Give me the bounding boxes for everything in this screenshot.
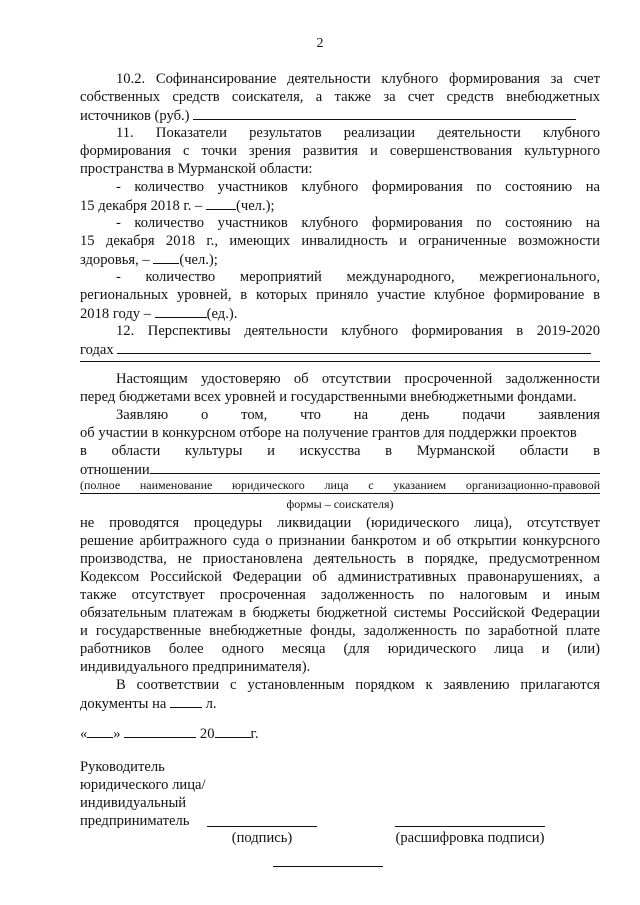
docs-line2-text: документы на bbox=[80, 696, 170, 712]
s11-b2-blank[interactable] bbox=[153, 250, 179, 264]
decl-p4: Кодексом Российской Федерации об административных правонарушениях, а bbox=[80, 569, 600, 585]
s11-b3-line2: региональных уровней, в которых приняло участие клубное формирование в bbox=[80, 287, 600, 303]
s12-blank[interactable] bbox=[117, 340, 591, 354]
decl-p9: индивидуального предпринимателя). bbox=[80, 659, 311, 675]
date-year-blank[interactable] bbox=[215, 724, 251, 738]
decl-line4-text: отношении bbox=[80, 462, 150, 478]
decl-line4 bbox=[80, 460, 600, 479]
s11-b2-line3-text: здоровья, – bbox=[80, 252, 154, 268]
s10-2-line2: собственных средств соискателя, а также за счет средств внебюджетных bbox=[80, 89, 600, 105]
s11-b2-line3 bbox=[80, 250, 600, 269]
decl-org-blank[interactable] bbox=[150, 460, 600, 474]
s10-2-line3 bbox=[80, 106, 600, 125]
footer-rule bbox=[273, 866, 383, 867]
decl-p3: производства, не приостановлена деятельность в порядке, предусмотренном bbox=[80, 551, 600, 567]
s12-blank-line2[interactable] bbox=[80, 361, 600, 362]
s11-b1-line2-text: 15 декабря 2018 г. – bbox=[80, 198, 206, 214]
signature-decode-line[interactable] bbox=[395, 826, 545, 827]
decl-p6: обязательным платежам в бюджеты бюджетной системы Российской Федерации bbox=[80, 605, 600, 621]
s10-2-line3-text: источников (руб.) bbox=[80, 108, 190, 124]
s11-b3-blank[interactable] bbox=[155, 304, 207, 318]
s11-b3-line3-text: 2018 году – bbox=[80, 306, 155, 322]
s11-b3-unit: (ед.). bbox=[206, 306, 238, 322]
date-open-quote: « bbox=[80, 726, 88, 742]
sig-title4: предприниматель bbox=[80, 813, 190, 829]
s10-2-line1: 10.2. Софинансирование деятельности клубного формирования за счет bbox=[116, 71, 600, 87]
date-year-prefix: 20 bbox=[199, 726, 215, 742]
signature-line[interactable] bbox=[207, 826, 317, 827]
decl-line1: Заявляю о том, что на день подачи заявления bbox=[116, 407, 600, 423]
s12-line1: 12. Перспективы деятельности клубного формирования в 2019-2020 bbox=[116, 323, 600, 339]
s11-b2-line2: 15 декабря 2018 г., имеющих инвалидность и ограниченные возможности bbox=[80, 233, 600, 249]
s11-b1-blank[interactable] bbox=[206, 196, 236, 210]
docs-line1: В соответствии с установленным порядком к заявлению прилагаются bbox=[116, 677, 600, 693]
date-day-blank[interactable] bbox=[87, 724, 113, 738]
date-line bbox=[80, 724, 600, 743]
decl-p1: не проводятся процедуры ликвидации (юридического лица), отсутствует bbox=[80, 515, 600, 531]
cert-line1: Настоящим удостоверяю об отсутствии просроченной задолженности bbox=[116, 371, 600, 387]
s12-line2-text: годах bbox=[80, 342, 114, 358]
s11-b1-line1: - количество участников клубного формирования по состоянию на bbox=[116, 179, 600, 195]
docs-line2 bbox=[80, 694, 600, 713]
s11-b2-unit: (чел.); bbox=[179, 252, 218, 268]
decl-p8: работников более одного месяца (для юридического лица и (или) bbox=[80, 641, 600, 657]
signature-caption: (подпись) bbox=[231, 830, 293, 846]
page-number: 2 bbox=[316, 36, 324, 51]
s11-b3-line1: - количество мероприятий международного, межрегионального, bbox=[116, 269, 600, 285]
s10-2-blank[interactable] bbox=[193, 106, 576, 120]
sig-title2: юридического лица/ bbox=[80, 777, 206, 793]
decl-line3: в области культуры и искусства в Мурманской области в bbox=[80, 443, 600, 459]
docs-pages-blank[interactable] bbox=[170, 694, 202, 708]
decl-p7: и государственные внебюджетные фонды, задолженность по заработной плате bbox=[80, 623, 600, 639]
s11-line1: 11. Показатели результатов реализации деятельности клубного bbox=[116, 125, 600, 141]
s12-line2 bbox=[80, 340, 600, 359]
s11-b1-line2 bbox=[80, 196, 600, 215]
decl-hint1: (полное наименование юридического лица с указанием организационно-правовой bbox=[80, 478, 600, 492]
signature-decode-caption: (расшифровка подписи) bbox=[395, 830, 545, 846]
date-close-quote: » bbox=[113, 726, 121, 742]
docs-pages-unit: л. bbox=[202, 696, 217, 712]
s11-line3: пространства в Мурманской области: bbox=[80, 161, 313, 177]
sig-title3: индивидуальный bbox=[80, 795, 187, 811]
decl-p5: также отсутствует просроченная задолженность по налоговым и иным bbox=[80, 587, 600, 603]
s11-line2: формирования с точки зрения развития и совершенствования культурного bbox=[80, 143, 600, 159]
date-year-suffix: г. bbox=[250, 726, 259, 742]
sig-title1: Руководитель bbox=[80, 759, 165, 775]
date-month-blank[interactable] bbox=[124, 724, 196, 738]
s11-b3-line3 bbox=[80, 304, 600, 323]
s11-b1-unit: (чел.); bbox=[236, 198, 275, 214]
decl-org-blank-line2[interactable] bbox=[80, 493, 600, 494]
decl-line2: об участии в конкурсном отборе на получение грантов для поддержки проектов bbox=[80, 425, 577, 441]
decl-hint2: формы – соискателя) bbox=[286, 497, 394, 511]
decl-p2: решение арбитражного суда о признании банкротом и об открытии конкурсного bbox=[80, 533, 600, 549]
s11-b2-line1: - количество участников клубного формирования по состоянию на bbox=[116, 215, 600, 231]
cert-line2: перед бюджетами всех уровней и государственными внебюджетными фондами. bbox=[80, 389, 577, 405]
